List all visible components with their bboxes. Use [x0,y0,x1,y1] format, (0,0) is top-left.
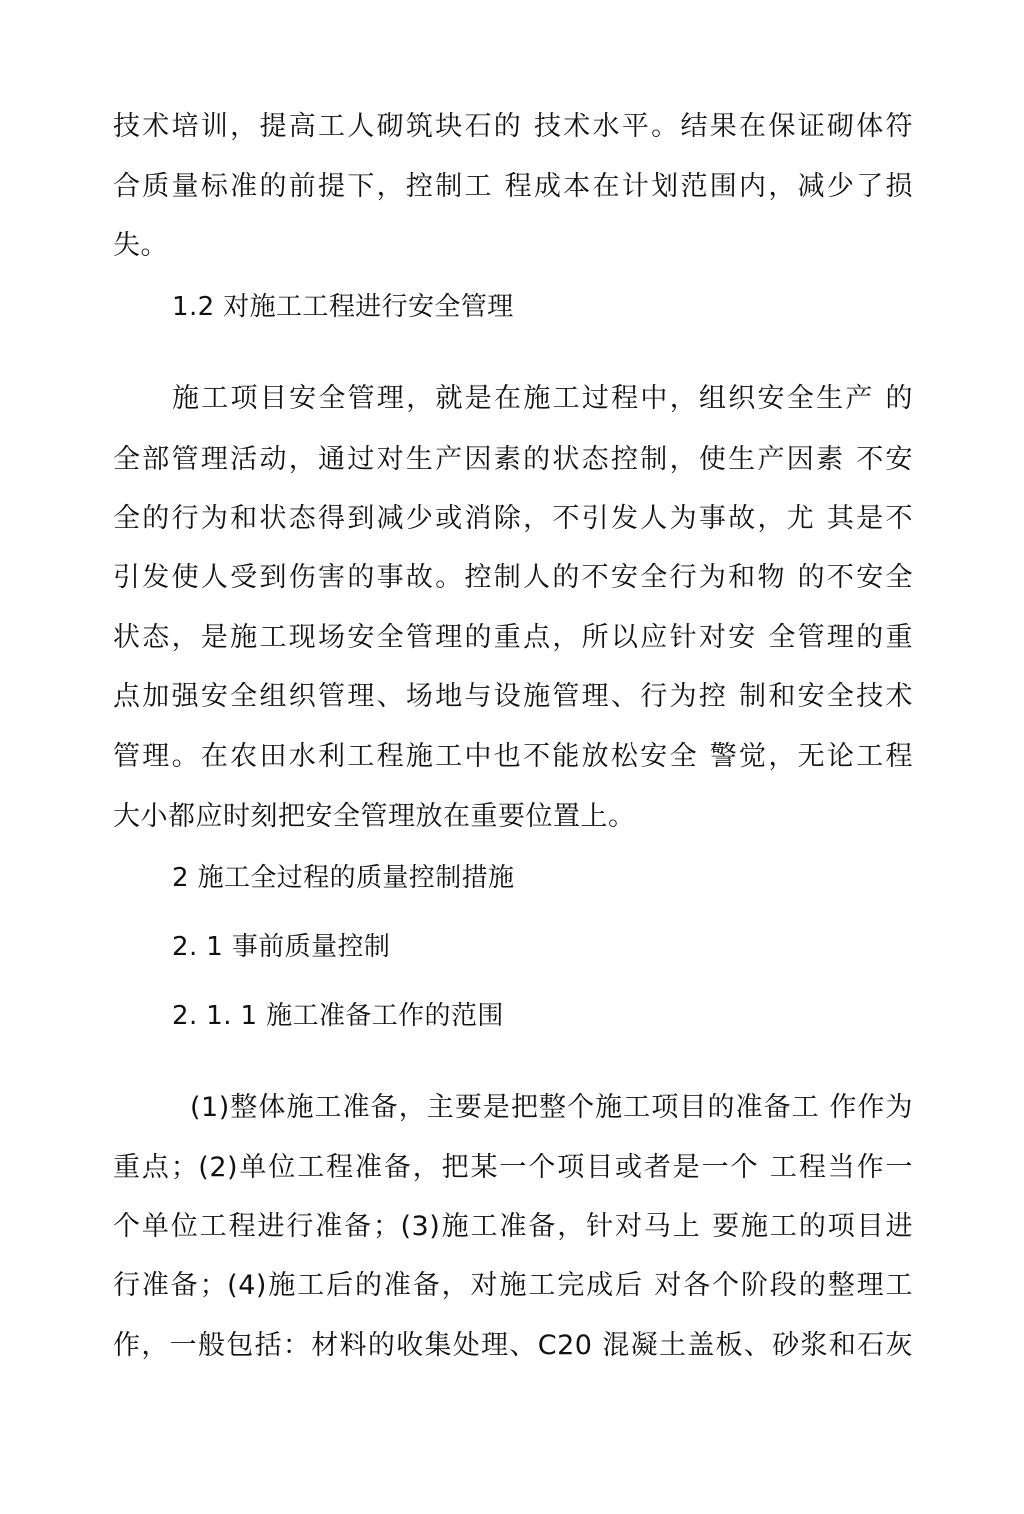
paragraph-2-line: 管理。在农田水利工程施工中也不能放松安全 警觉，无论工程 [113,741,913,772]
paragraph-2-line: 引发使人受到伤害的事故。控制人的不安全行为和物 的不安全 [113,562,913,593]
paragraph-2-line: 施工项目安全管理，就是在施工过程中，组织安全生产 的 [172,383,913,414]
paragraph-1-line: 技术培训，提高工人砌筑块石的 技术水平。结果在保证砌体符 [113,111,913,142]
paragraph-3-line: 作，一般包括：材料的收集处理、C20 混凝土盖板、砂浆和石灰 [113,1330,913,1361]
paragraph-2-line: 全的行为和状态得到减少或消除，不引发人为事故，尤 其是不 [113,503,913,534]
paragraph-1-line: 合质量标准的前提下，控制工 程成本在计划范围内，减少了损 [113,171,913,202]
paragraph-2-line: 全部管理活动，通过对生产因素的状态控制，使生产因素 不安 [113,444,913,475]
section-heading-1-2: 1.2 对施工工程进行安全管理 [172,292,514,322]
section-heading-2: 2 施工全过程的质量控制措施 [172,863,515,893]
paragraph-1-line: 失。 [113,230,168,261]
section-heading-2-1-1: 2. 1. 1 施工准备工作的范围 [172,1001,504,1031]
paragraph-3-line: (1)整体施工准备，主要是把整个施工项目的准备工 作作为 [190,1092,913,1123]
paragraph-2-line: 大小都应时刻把安全管理放在重要位置上。 [113,801,636,832]
paragraph-2-line: 点加强安全组织管理、场地与设施管理、行为控 制和安全技术 [113,681,913,712]
paragraph-3-line: 重点；(2)单位工程准备，把某一个项目或者是一个 工程当作一 [113,1152,913,1183]
paragraph-3-line: 个单位工程进行准备；(3)施工准备，针对马上 要施工的项目进 [113,1211,913,1242]
section-heading-2-1: 2. 1 事前质量控制 [172,932,391,962]
paragraph-2-line: 状态，是施工现场安全管理的重点，所以应针对安 全管理的重 [113,622,913,653]
paragraph-3-line: 行准备；(4)施工后的准备，对施工完成后 对各个阶段的整理工 [113,1270,913,1301]
